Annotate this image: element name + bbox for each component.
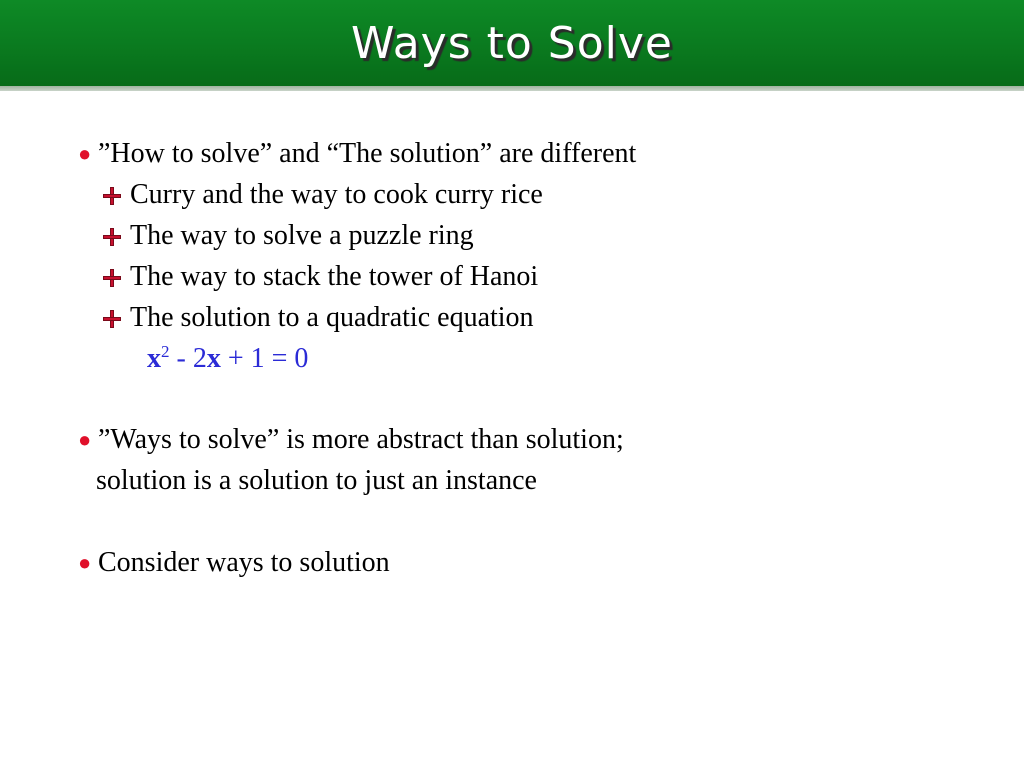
subitem-3: The way to stack the tower of Hanoi xyxy=(130,261,539,292)
subitem-2: The way to solve a puzzle ring xyxy=(130,220,474,251)
bullet-icon: ● xyxy=(78,550,92,575)
bullet-2-line-1: ”Ways to solve” is more abstract than solution; xyxy=(98,424,624,455)
subitem-1: Curry and the way to cook curry rice xyxy=(130,179,543,210)
bullet-icon: ● xyxy=(78,141,92,166)
equation-term: - 2 xyxy=(169,343,207,374)
equation-var-x2: x xyxy=(206,343,221,374)
equation-rest: + 1 = 0 xyxy=(220,343,309,374)
plus-icon xyxy=(103,187,121,205)
bullet-3-text: Consider ways to solution xyxy=(98,547,390,578)
bullet-2-line-2: solution is a solution to just an instance xyxy=(96,465,537,496)
plus-icon xyxy=(103,310,121,328)
bullet-1-text: ”How to solve” and “The solution” are different xyxy=(98,138,637,169)
slide-title: Ways to Solve xyxy=(351,18,673,69)
equation-exponent: 2 xyxy=(161,342,170,361)
plus-icon xyxy=(103,269,121,287)
bullet-icon: ● xyxy=(78,427,92,452)
subitem-4: The solution to a quadratic equation xyxy=(130,302,534,333)
plus-icon xyxy=(103,228,121,246)
equation-var-x: x xyxy=(147,343,161,374)
quadratic-equation xyxy=(147,342,308,376)
